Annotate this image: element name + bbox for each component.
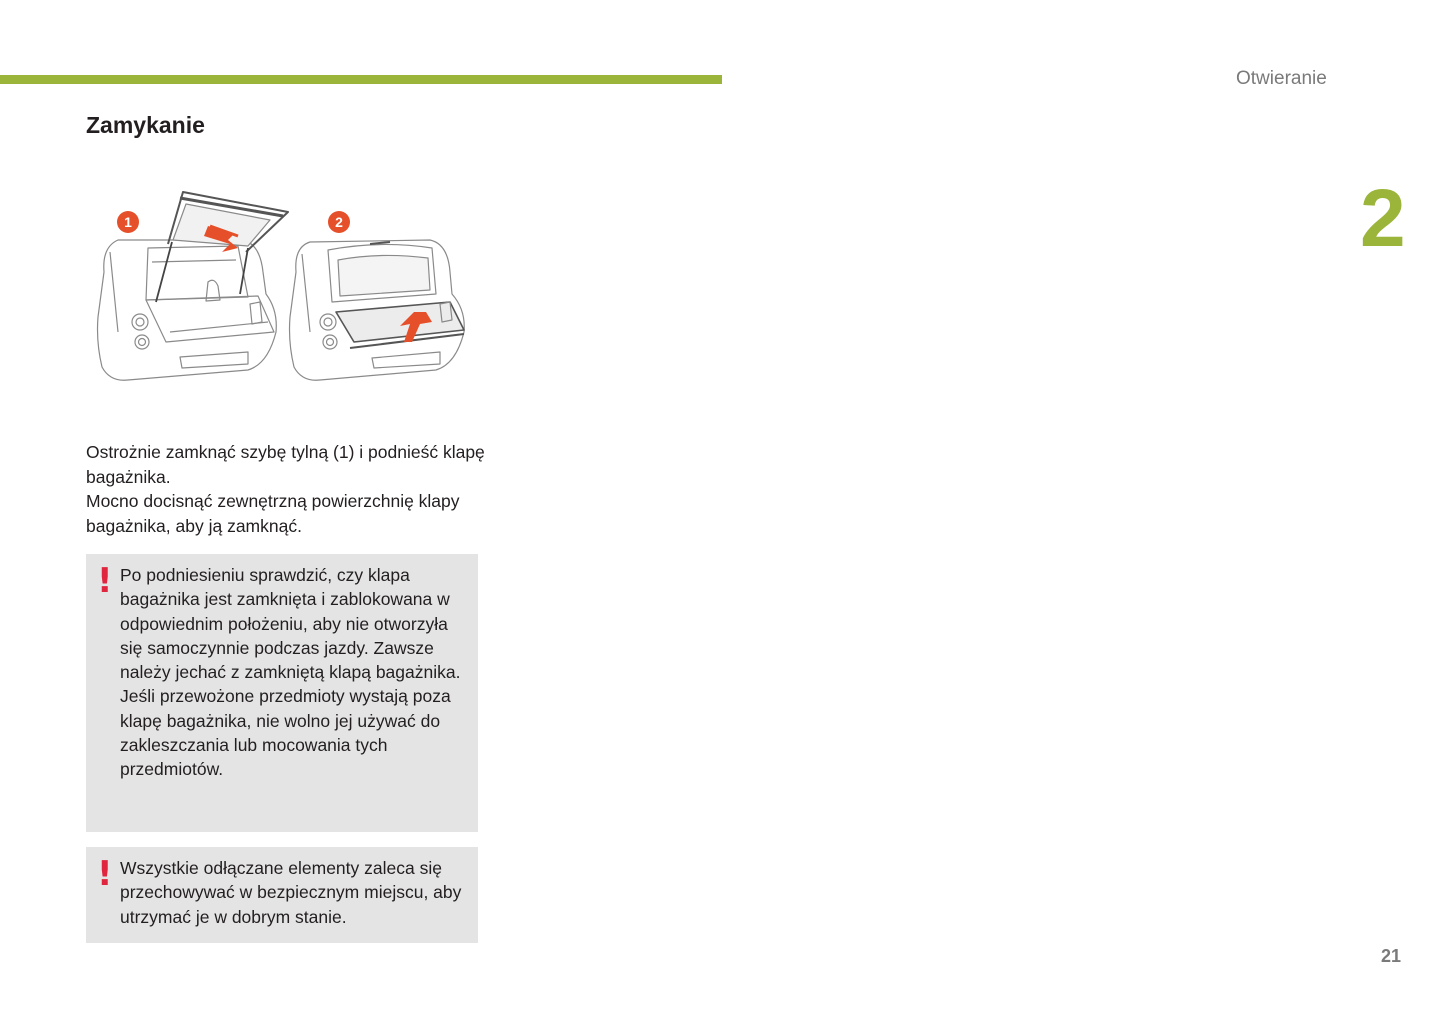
step-marker-1	[117, 211, 139, 233]
warning-paragraph: Po podniesieniu sprawdzić, czy klapa bagażnika jest zamknięta i zablokowana w odpowiednim położeniu, aby nie otworzyła się samoczynnie podczas jazdy. Zawsze należy jechać z zamkniętą klapą bagażnika.	[120, 565, 461, 683]
svg-text:1: 1	[124, 214, 132, 230]
warning-paragraph: Jeśli przewożone przedmioty wystają poza klapę bagażnika, nie wolno jej używać do zakleszczania lub mocowania tych przedmiotów.	[120, 686, 451, 780]
page-number: 21	[1381, 946, 1402, 966]
instruction-paragraph: Ostrożnie zamknąć szybę tylną (1) i podnieść klapę bagażnika.	[86, 442, 485, 487]
instruction-paragraph: Mocno docisnąć zewnętrzną powierzchnię klapy bagażnika, aby ją zamknąć.	[86, 491, 460, 536]
instruction-text	[86, 440, 486, 538]
car-closed-window-drawing	[290, 240, 465, 380]
warning-box	[86, 554, 478, 832]
warning-paragraph: Wszystkie odłączane elementy zaleca się przechowywać w bezpiecznym miejscu, aby utrzymać je w dobrym stanie.	[120, 858, 462, 927]
warning-box	[86, 847, 478, 943]
trunk-closing-illustration	[88, 182, 478, 412]
exclamation-icon: !	[97, 854, 113, 894]
warning-text	[120, 856, 475, 929]
page-heading: Zamykanie	[86, 112, 205, 138]
exclamation-icon: !	[97, 561, 113, 601]
header-accent-bar	[0, 75, 722, 84]
warning-text	[120, 563, 475, 782]
chapter-number: 2	[1360, 173, 1406, 264]
section-title: Otwieranie	[1236, 68, 1327, 89]
svg-text:2: 2	[335, 214, 343, 230]
step-marker-2	[328, 211, 350, 233]
